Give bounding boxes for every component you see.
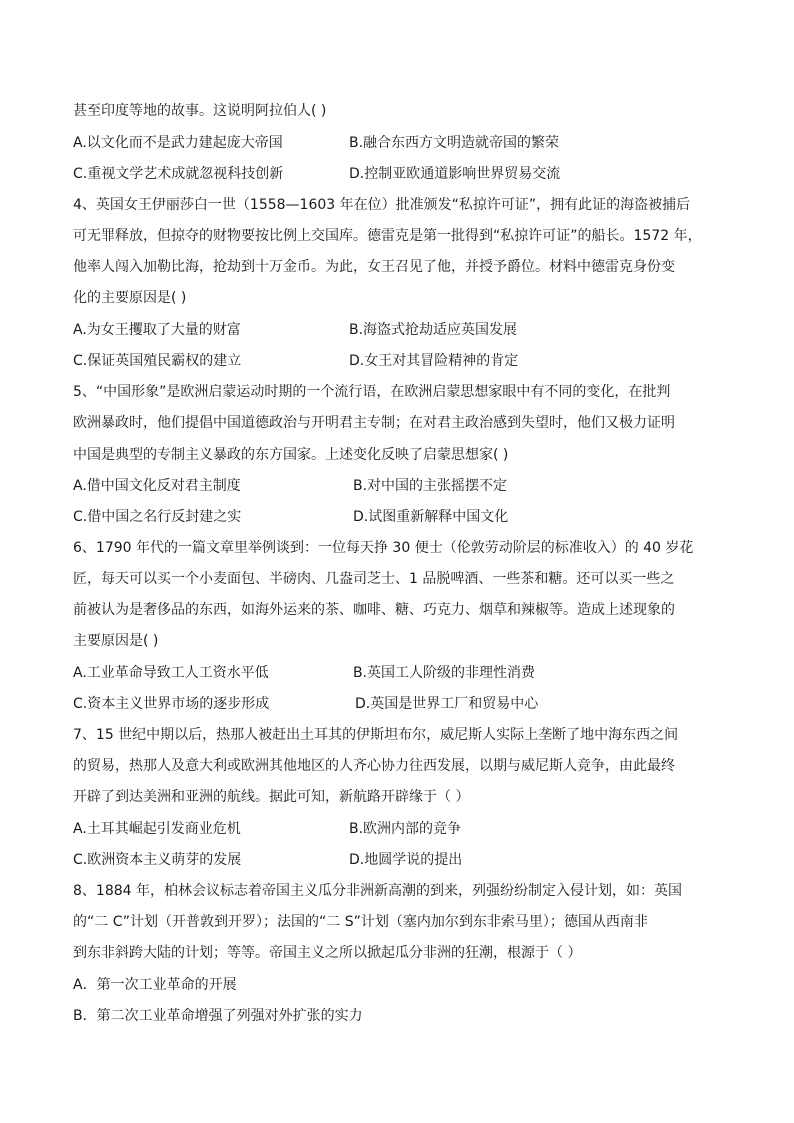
q6-option-d: D.英国是世界工厂和贸易中心 — [355, 696, 539, 712]
q5-stem-line-1: 5、“中国形象”是欧洲启蒙运动时期的一个流行语，在欧洲启蒙思想家眼中有不同的变化，在批判 — [73, 384, 671, 400]
q7-option-a: A.土耳其崛起引发商业危机 — [73, 821, 241, 837]
q6-option-a: A.工业革命导致工人工资水平低 — [73, 665, 269, 681]
q4-option-a: A.为女王攫取了大量的财富 — [73, 322, 241, 338]
q6-stem-line-3: 前被认为是奢侈品的东西，如海外运来的茶、咖啡、糖、巧克力、烟草和辣椒等。造成上述现象的 — [73, 602, 675, 618]
q6-option-b: B.英国工人阶级的非理性消费 — [353, 665, 536, 681]
q5-stem-line-3: 中国是典型的专制主义暴政的东方国家。上述变化反映了启蒙思想家( ) — [73, 447, 509, 463]
q5-stem-line-2: 欧洲暴政时，他们提倡中国道德政治与开明君主专制；在对君主政治感到失望时，他们又极力证明 — [73, 415, 675, 431]
q3-option-d: D.控制亚欧通道影响世界贸易交流 — [349, 166, 561, 182]
q3-option-a: A.以文化而不是武力建起庞大帝国 — [73, 135, 283, 151]
q6-stem-line-4: 主要原因是( ) — [73, 633, 159, 649]
q8-option-b: B．第二次工业革命增强了列强对外扩张的实力 — [73, 1008, 363, 1024]
q8-stem-line-3: 到东非斜跨大陆的计划；等等。帝国主义之所以掀起瓜分非洲的狂潮，根源于（ ） — [73, 945, 582, 961]
q7-option-c: C.欧洲资本主义萌芽的发展 — [73, 852, 242, 868]
q8-option-a: A．第一次工业革命的开展 — [73, 977, 237, 993]
q4-stem-line-2: 可无罪释放，但掠夺的财物要按比例上交国库。德雷克是第一批得到“私掠许可证”的船长。1572 年， — [73, 228, 702, 244]
q7-stem-line-1: 7、15 世纪中期以后，热那人被赶出土耳其的伊斯坦布尔，威尼斯人实际上垄断了地中海东西之间 — [73, 727, 679, 743]
q3-stem-tail: 甚至印度等地的故事。这说明阿拉伯人( ) — [73, 103, 327, 119]
q5-option-d: D.试图重新解释中国文化 — [353, 509, 509, 525]
q4-stem-line-1: 4、英国女王伊丽莎白一世（1558—1603 年在位）批准颁发“私掠许可证”，拥有此证的海盗被捕后 — [73, 197, 691, 213]
q6-stem-line-1: 6、1790 年代的一篇文章里举例谈到：一位每天挣 30 便士（伦敦劳动阶层的标准收入）的 40 岁花 — [73, 540, 694, 556]
q5-option-b: B.对中国的主张摇摆不定 — [353, 478, 508, 494]
q5-option-c: C.借中国之名行反封建之实 — [73, 509, 242, 525]
q7-stem-line-3: 开辟了到达美洲和亚洲的航线。据此可知，新航路开辟缘于（ ） — [73, 789, 470, 805]
q3-option-b: B.融合东西方文明造就帝国的繁荣 — [349, 135, 560, 151]
q6-option-c: C.资本主义世界市场的逐步形成 — [73, 696, 270, 712]
q4-option-d: D.女王对其冒险精神的肯定 — [349, 353, 519, 369]
q4-stem-line-3: 他率人闯入加勒比海，抢劫到十万金币。为此，女王召见了他，并授予爵位。材料中德雷克身份变 — [73, 259, 675, 275]
q7-option-b: B.欧洲内部的竞争 — [349, 821, 462, 837]
q7-option-d: D.地圆学说的提出 — [349, 852, 463, 868]
q7-stem-line-2: 的贸易，热那人及意大利或欧洲其他地区的人齐心协力往西发展，以期与威尼斯人竞争，由此最终 — [73, 758, 675, 774]
q8-stem-line-1: 8、1884 年，柏林会议标志着帝国主义瓜分非洲新高潮的到来，列强纷纷制定入侵计划，如：英国 — [73, 883, 682, 899]
q5-option-a: A.借中国文化反对君主制度 — [73, 478, 241, 494]
q4-option-b: B.海盗式抢劫适应英国发展 — [349, 322, 518, 338]
q8-stem-line-2: 的“二 C”计划（开普敦到开罗）；法国的“二 S”计划（塞内加尔到东非索马里）；德国从西南非 — [73, 914, 648, 930]
q6-stem-line-2: 匠，每天可以买一个小麦面包、半磅肉、几盎司芝士、1 品脱啤酒、一些茶和糖。还可以买一些之 — [73, 571, 675, 587]
q4-option-c: C.保证英国殖民霸权的建立 — [73, 353, 242, 369]
q3-option-c: C.重视文学艺术成就忽视科技创新 — [73, 166, 284, 182]
q4-stem-line-4: 化的主要原因是( ) — [73, 290, 187, 306]
